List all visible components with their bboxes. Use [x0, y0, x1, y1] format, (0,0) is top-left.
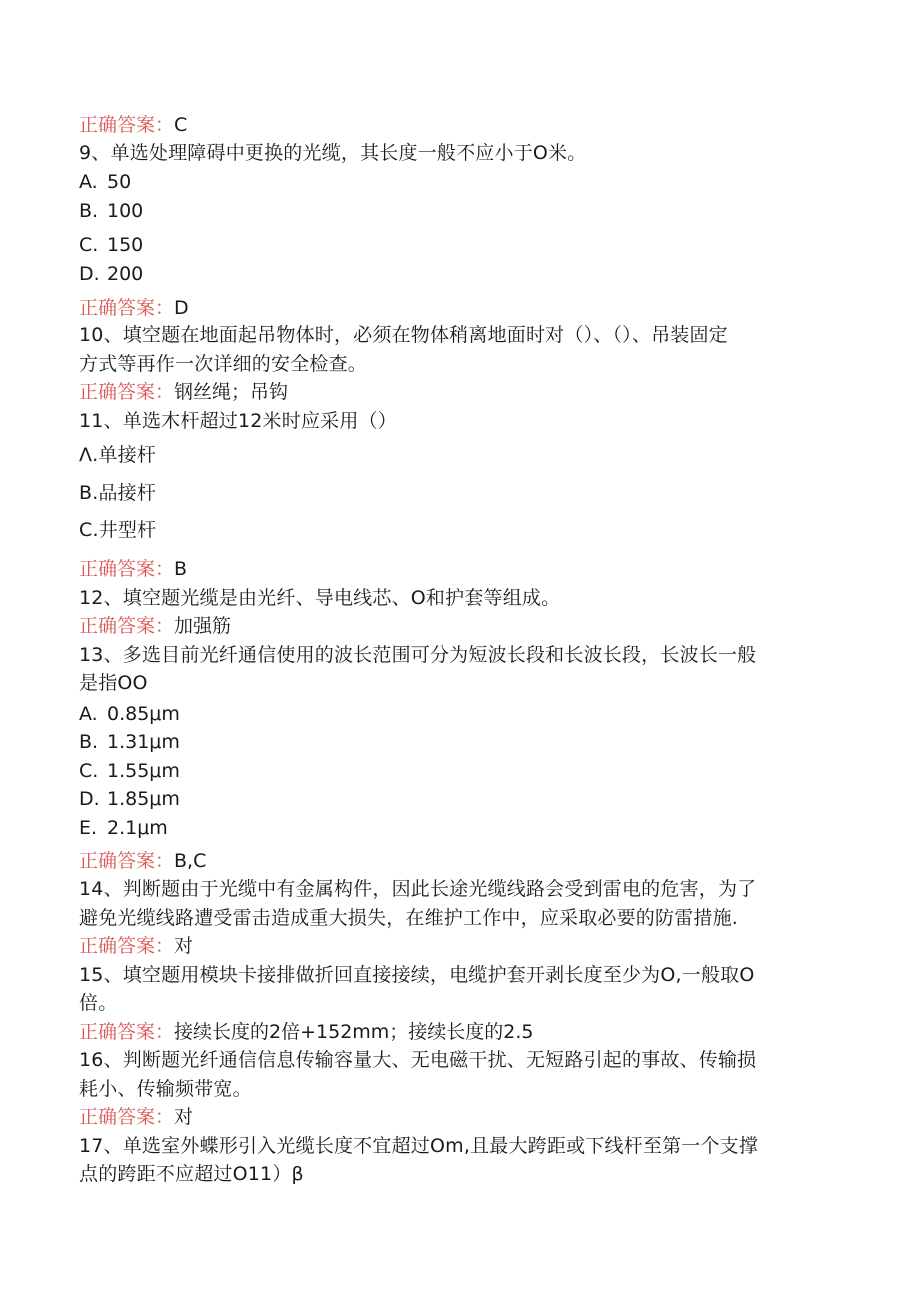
question-line: 15、填空题用模块卡接排做折回直接接续，电缆护套开剥长度至少为O,一般取O — [79, 964, 755, 986]
option-text: 100 — [107, 200, 144, 222]
answer-label: 正确答案： — [79, 850, 175, 872]
answer-label: 正确答案： — [79, 114, 175, 136]
answer-label: 正确答案： — [79, 935, 175, 957]
question-line: B.品接杆 — [79, 482, 157, 504]
answer-line — [79, 934, 193, 958]
option-key: C. — [79, 234, 99, 256]
question-line: 11、单选木杆超过12米时应采用（） — [79, 410, 397, 432]
answer-label: 正确答案： — [79, 381, 175, 403]
option-text: 1.55μm — [107, 760, 180, 782]
option-text: 0.85μm — [107, 703, 180, 725]
answer-line — [79, 849, 206, 873]
option-key: D. — [79, 263, 100, 285]
answer-value: B,C — [174, 850, 207, 872]
option-key: E. — [79, 817, 98, 839]
option-key: B. — [79, 731, 99, 753]
option-line — [79, 816, 168, 840]
option-line — [79, 759, 180, 783]
answer-value: 加强筋 — [174, 615, 232, 637]
option-line — [79, 170, 131, 194]
question-line: Λ.单接杆 — [79, 444, 157, 466]
answer-line — [79, 614, 231, 638]
question-line: 避免光缆线路遭受雷击造成重大损失，在维护工作中，应采取必要的防雷措施. — [79, 907, 739, 929]
option-line — [79, 730, 180, 754]
option-line — [79, 233, 143, 257]
option-text: 2.1μm — [107, 817, 168, 839]
question-line: 耗小、传输频带宽。 — [79, 1078, 252, 1100]
answer-line — [79, 380, 288, 404]
option-key: A. — [79, 703, 98, 725]
answer-label: 正确答案： — [79, 615, 175, 637]
answer-value: 对 — [174, 1106, 194, 1128]
question-line: 是指OO — [79, 672, 148, 694]
question-line: 9、单选处理障碍中更换的光缆，其长度一般不应小于O米。 — [79, 142, 587, 164]
answer-line — [79, 296, 189, 320]
question-line: 13、多选目前光纤通信使用的波长范围可分为短波长段和长波长段，长波长一般 — [79, 644, 757, 666]
answer-line — [79, 1105, 193, 1129]
question-line: 12、填空题光缆是由光纤、导电线芯、O和护套等组成。 — [79, 587, 561, 609]
option-key: C. — [79, 760, 99, 782]
answer-value: B — [174, 558, 188, 580]
answer-label: 正确答案： — [79, 1021, 175, 1043]
answer-line — [79, 113, 187, 137]
option-line — [79, 199, 143, 223]
question-line: 16、判断题光纤通信信息传输容量大、无电磁干扰、无短路引起的事故、传输损 — [79, 1049, 757, 1071]
question-line: 倍。 — [79, 992, 118, 1014]
answer-label: 正确答案： — [79, 297, 175, 319]
question-line: 方式等再作一次详细的安全检查。 — [79, 353, 368, 375]
answer-line — [79, 1020, 534, 1044]
option-line — [79, 702, 180, 726]
question-line: 14、判断题由于光缆中有金属构件，因此长途光缆线路会受到雷电的危害，为了 — [79, 878, 757, 900]
question-line: 点的跨距不应超过O11）β — [79, 1163, 304, 1185]
answer-value: 对 — [174, 935, 194, 957]
option-text: 200 — [107, 263, 144, 285]
answer-line — [79, 557, 187, 581]
answer-value: 钢丝绳；吊钩 — [174, 381, 289, 403]
option-key: D. — [79, 788, 100, 810]
option-text: 50 — [107, 171, 132, 193]
answer-value: 接续长度的2倍+152mm；接续长度的2.5 — [174, 1021, 534, 1043]
option-line — [79, 262, 143, 286]
option-text: 1.31μm — [107, 731, 180, 753]
option-line — [79, 787, 180, 811]
answer-value: D — [174, 297, 189, 319]
question-line: 17、单选室外蝶形引入光缆长度不宜超过Om,且最大跨距或下线杆至第一个支撑 — [79, 1135, 759, 1157]
answer-label: 正确答案： — [79, 558, 175, 580]
question-line: 10、填空题在地面起吊物体时，必须在物体稍离地面时对（）、（）、吊装固定 — [79, 324, 728, 346]
option-text: 1.85μm — [107, 788, 180, 810]
option-text: 150 — [107, 234, 144, 256]
answer-value: C — [174, 114, 188, 136]
option-key: A. — [79, 171, 98, 193]
question-line: C.井型杆 — [79, 519, 157, 541]
option-key: B. — [79, 200, 99, 222]
answer-label: 正确答案： — [79, 1106, 175, 1128]
